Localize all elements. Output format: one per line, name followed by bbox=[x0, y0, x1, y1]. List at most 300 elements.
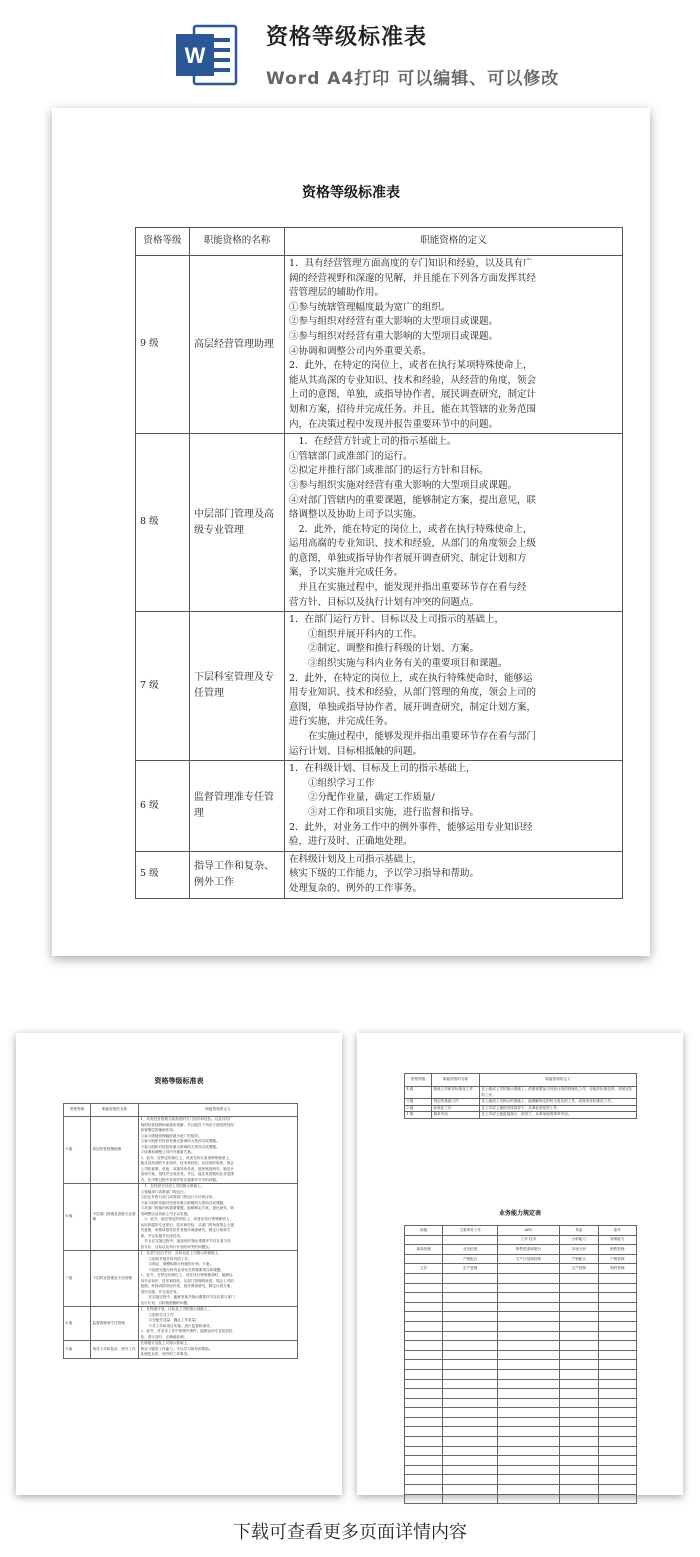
ability-empty-cell bbox=[598, 1417, 636, 1427]
thumbnail-definition-cell bbox=[139, 1184, 298, 1251]
ability-empty-cell bbox=[405, 1293, 443, 1303]
ability-empty-row bbox=[405, 1398, 637, 1408]
ability-empty-row bbox=[405, 1446, 637, 1456]
ability-empty-cell bbox=[560, 1485, 598, 1495]
thumbnail-definition-line: 处理复杂的、例外的工作事务。 bbox=[140, 1352, 191, 1356]
table-row bbox=[136, 434, 623, 612]
definition-line: ③参与组织实施对经营有重大影响的大型项目或课题。 bbox=[289, 479, 518, 491]
thumbnail-definition-line: ②参与组织对经营有重大影响的大型项目或课题。 bbox=[140, 1139, 220, 1143]
thumbnail-table-continued bbox=[404, 1073, 637, 1119]
ability-empty-cell bbox=[598, 1485, 636, 1495]
ability-empty-cell bbox=[405, 1456, 443, 1466]
thumbnail-definition-line: 阔的经营视野和深邃的见解，并且能在下列各方面发挥其经 bbox=[140, 1122, 234, 1127]
ability-empty-cell bbox=[497, 1437, 559, 1447]
ability-empty-row bbox=[405, 1475, 637, 1485]
ability-cell: 主任 bbox=[405, 1264, 443, 1274]
column-header: 资格等级 bbox=[64, 1104, 91, 1117]
ability-empty-cell bbox=[560, 1408, 598, 1418]
thumbnail-definition-line: 划和方案，招待并完成任务。并且，能在其管辖的业务范围 bbox=[140, 1172, 234, 1176]
thumbnail-definition-line: 营方针、目标以及执行计划有冲突的问题点。 bbox=[140, 1244, 213, 1249]
ability-cell bbox=[405, 1235, 443, 1245]
ability-empty-cell bbox=[443, 1369, 497, 1379]
definition-line: 络调整以及协助上司予以实施。 bbox=[289, 509, 423, 521]
definition-line: 2．此外，在特定的岗位上，或在执行特殊使命时，能够运 bbox=[289, 672, 533, 684]
ability-empty-cell bbox=[497, 1456, 559, 1466]
thumbnail-row bbox=[405, 1112, 637, 1119]
definition-line: 处理复杂的、例外的工作事务。 bbox=[289, 882, 423, 894]
definition-line: ①参与统辖管理幅度最为宽广的组织。 bbox=[289, 301, 451, 313]
ability-column-header: 主要事务工作 bbox=[443, 1226, 497, 1236]
ability-column-header: 具备 bbox=[560, 1226, 598, 1236]
table-row bbox=[136, 612, 623, 761]
ability-empty-row bbox=[405, 1369, 637, 1379]
ability-empty-cell bbox=[598, 1350, 636, 1360]
ability-empty-cell bbox=[443, 1379, 497, 1389]
ability-empty-row bbox=[405, 1321, 637, 1331]
ability-cell bbox=[443, 1235, 497, 1245]
thumbnail-name-cell: 下层科室管理及专任管理 bbox=[91, 1251, 139, 1307]
ability-cell: 物料管理 bbox=[598, 1264, 636, 1274]
column-header: 职能资格的定义 bbox=[480, 1074, 637, 1087]
document-title: 资格等级标准表 bbox=[302, 185, 400, 201]
ability-empty-cell bbox=[598, 1293, 636, 1303]
qualification-table bbox=[135, 227, 623, 899]
ability-empty-cell bbox=[598, 1302, 636, 1312]
ability-column-header: 职能 bbox=[405, 1226, 443, 1236]
thumbnail-definition-line: 1．在经营方针或上司的指示基础上。 bbox=[144, 1184, 205, 1188]
level-cell: 8 级 bbox=[136, 434, 190, 612]
ability-empty-row bbox=[405, 1379, 637, 1389]
ability-empty-cell bbox=[405, 1485, 443, 1495]
qualification-definition-cell bbox=[285, 761, 623, 852]
ability-cell: 市场分析 bbox=[560, 1245, 598, 1255]
ability-empty-cell bbox=[443, 1293, 497, 1303]
thumbnail-definition-line: ①管辖部门或准部门的运行。 bbox=[140, 1189, 188, 1194]
definition-line: 2．此外，能在特定的岗位上，或者在执行特殊使命上， bbox=[298, 523, 533, 535]
ability-empty-cell bbox=[560, 1389, 598, 1399]
ability-empty-cell bbox=[405, 1465, 443, 1475]
definition-line: 运用高腐的专业知识、技术和经验，从部门的角度领会上级 bbox=[289, 538, 537, 550]
thumbnail-definition-cell bbox=[139, 1341, 298, 1359]
definition-line: ②分配作业量，确定工作质量/ bbox=[308, 792, 435, 804]
thumbnail-definition-cell: 在上级或上司的指示基础上，依照需要参与经营计划的熟练化工作，亦能非标准化的、非固定化的工作。 bbox=[480, 1087, 637, 1099]
ability-empty-cell bbox=[598, 1331, 636, 1341]
thumbnail-name-cell: 简单劳动 bbox=[432, 1112, 480, 1119]
ability-empty-row bbox=[405, 1293, 637, 1303]
level-cell: 7 级 bbox=[136, 612, 190, 761]
definition-line: 核实下级的工作能力，予以学习指导和帮助。 bbox=[289, 868, 480, 880]
ability-empty-cell bbox=[443, 1398, 497, 1408]
ability-empty-cell bbox=[443, 1446, 497, 1456]
thumbnail-definition-line: 的意图，单独或指导协作者展开调查研究、制定计划和方 bbox=[140, 1228, 231, 1232]
ability-empty-cell bbox=[405, 1398, 443, 1408]
ability-table-row bbox=[405, 1245, 637, 1255]
ability-empty-cell bbox=[443, 1475, 497, 1485]
definition-line: ④协调和调整公司内外重要关系。 bbox=[289, 345, 432, 357]
ability-cell: 销售管理 bbox=[598, 1245, 636, 1255]
page-thumbnail-2[interactable] bbox=[357, 1033, 683, 1495]
thumbnail-definition-line: 上司的意图，单独，或指导协作者，展民调查研究，制定计 bbox=[140, 1166, 234, 1171]
thumbnail-definition-line: 意图，单独或指导协作者，展开调查研究，制定计划方案， bbox=[140, 1284, 234, 1288]
thumbnail-definition-line: 络调整以及协助上司予以实施。 bbox=[140, 1211, 191, 1216]
column-header: 资格等级 bbox=[405, 1074, 432, 1087]
ability-empty-cell bbox=[405, 1321, 443, 1331]
ability-empty-cell bbox=[497, 1398, 559, 1408]
ability-empty-cell bbox=[497, 1369, 559, 1379]
thumbnail-definition-line: ②拟定并推行部门或准部门的运行方针和目标。 bbox=[140, 1195, 216, 1199]
ability-empty-cell bbox=[443, 1389, 497, 1399]
table-row bbox=[136, 256, 623, 434]
thumbnail-definition-line: ③参与组织实施对经营有重大影响的大型项目或课题。 bbox=[140, 1200, 227, 1205]
ability-empty-cell bbox=[497, 1485, 559, 1495]
thumbnail-row bbox=[64, 1251, 298, 1307]
thumbnail-definition-line: 在科级计划及上司指示基础上， bbox=[140, 1341, 191, 1345]
ability-empty-cell bbox=[443, 1273, 497, 1283]
ability-empty-row bbox=[405, 1485, 637, 1495]
thumbnail-name-cell: 标准化工作 bbox=[432, 1105, 480, 1112]
thumbnail-level-cell: 8 级 bbox=[64, 1184, 91, 1251]
ability-empty-cell bbox=[598, 1456, 636, 1466]
thumbnail-definition-line: ①参与统辖管理幅度最为宽广的组织。 bbox=[140, 1133, 202, 1138]
thumbnail-definition-cell bbox=[139, 1307, 298, 1341]
thumbnail-level-cell: 2 级 bbox=[405, 1105, 432, 1112]
ability-empty-cell bbox=[443, 1283, 497, 1293]
thumbnail-definition-line: ③参与组织对经营有重大影响的大型项目或课题。 bbox=[140, 1144, 220, 1149]
ability-empty-cell bbox=[598, 1312, 636, 1322]
ability-empty-cell bbox=[560, 1427, 598, 1437]
thumbnail-table bbox=[63, 1103, 298, 1359]
word-document-icon bbox=[174, 22, 240, 88]
download-more-text[interactable]: 下载可查看更多页面详情内容 bbox=[233, 1522, 467, 1543]
definition-line: 在科级计划及上司指示基础上， bbox=[289, 853, 423, 865]
ability-empty-cell bbox=[405, 1389, 443, 1399]
ability-cell: 产销配合 bbox=[560, 1254, 598, 1264]
ability-empty-cell bbox=[598, 1379, 636, 1389]
ability-table-row bbox=[405, 1254, 637, 1264]
ability-empty-cell bbox=[405, 1417, 443, 1427]
ability-empty-cell bbox=[497, 1321, 559, 1331]
qualification-name-cell: 监督管理准专任管理 bbox=[190, 761, 285, 852]
ability-empty-cell bbox=[598, 1494, 636, 1504]
ability-empty-cell bbox=[497, 1494, 559, 1504]
ability-empty-row bbox=[405, 1417, 637, 1427]
thumbnail-definition-line: 验，进行及时、正确地处理。 bbox=[140, 1334, 188, 1339]
thumbnail-definition-line: 1．在科级计划、目标及上司的指示基础上， bbox=[140, 1307, 212, 1311]
thumbnail-definition-cell: 在上司或上级直接指示、指导下，从事单纯的简单劳动。 bbox=[480, 1112, 637, 1119]
ability-empty-row bbox=[405, 1273, 637, 1283]
ability-empty-cell bbox=[560, 1321, 598, 1331]
ability-empty-cell bbox=[560, 1341, 598, 1351]
ability-empty-cell bbox=[598, 1341, 636, 1351]
document-page-preview bbox=[52, 108, 650, 956]
thumbnail-name-cell: 指导工作和复杂、例外工作 bbox=[91, 1341, 139, 1359]
ability-empty-cell bbox=[405, 1302, 443, 1312]
thumbnail-definition-line: ②制定、调整和推行科级的计划、方案。 bbox=[148, 1262, 214, 1266]
ability-cell: 管理能力 bbox=[598, 1235, 636, 1245]
ability-cell bbox=[497, 1264, 559, 1274]
definition-line: ②制定、调整和推行科级的计划、方案。 bbox=[308, 643, 480, 655]
thumbnail-definition-line: 1．具有经营管理方面高度的专门知识和经验，以及具有广 bbox=[140, 1117, 233, 1121]
definition-line: ④对部门管辖内的重要课题，能够制定方案，提出意见，联 bbox=[289, 494, 537, 506]
ability-cell: 生产管理 bbox=[443, 1264, 497, 1274]
ability-empty-row bbox=[405, 1283, 637, 1293]
ability-empty-row bbox=[405, 1312, 637, 1322]
ability-empty-cell bbox=[598, 1465, 636, 1475]
thumbnail-definition-line: 2．此外，在特定的岗位上，或在执行特殊使命时，能够运 bbox=[140, 1273, 233, 1277]
thumbnail-definition-line: 并且在实施过程中，能发现并指出重要环节存在看与经 bbox=[144, 1239, 231, 1243]
thumbnail-name-cell: 判定的基础工作 bbox=[432, 1099, 480, 1106]
ability-empty-cell bbox=[560, 1379, 598, 1389]
ability-empty-cell bbox=[497, 1331, 559, 1341]
ability-cell: 业务拓展 bbox=[443, 1245, 497, 1255]
definition-line: 营管理层的辅助作用。 bbox=[289, 287, 385, 299]
definition-line: 的意图，单独或指导协作者展开调查研究、制定计划和方 bbox=[289, 552, 527, 564]
ability-empty-cell bbox=[598, 1408, 636, 1418]
ability-empty-cell bbox=[497, 1389, 559, 1399]
ability-empty-row bbox=[405, 1427, 637, 1437]
ability-empty-cell bbox=[443, 1408, 497, 1418]
thumbnail-name-cell: 高层经营管理助理 bbox=[91, 1117, 139, 1184]
thumbnail-level-cell: 9 级 bbox=[64, 1117, 91, 1184]
ability-empty-cell bbox=[443, 1485, 497, 1495]
definition-line: ①管辖部门或准部门的运行。 bbox=[289, 450, 413, 462]
ability-empty-cell bbox=[405, 1312, 443, 1322]
ability-empty-row bbox=[405, 1350, 637, 1360]
definition-line: 1．在部门运行方针、目标以及上司指示的基础上， bbox=[289, 614, 505, 626]
word-icon-letter: W bbox=[184, 43, 206, 68]
thumbnail-definition-cell: 在上级或上司指示的基础上，能理解规定的较为复杂的工作，或简单非标准化工作。 bbox=[480, 1099, 637, 1106]
thumbnail-level-cell: 6 级 bbox=[64, 1307, 91, 1341]
qualification-definition-cell bbox=[285, 434, 623, 612]
ability-empty-cell bbox=[443, 1456, 497, 1466]
thumbnail-definition-line: 用专业知识、技术和经验，从部门管理的角度，领会上司的 bbox=[140, 1278, 234, 1283]
ability-empty-cell bbox=[405, 1494, 443, 1504]
thumbnail-definition-cell: 在上司或上级的具体指导下，从事标准化的工作。 bbox=[480, 1105, 637, 1112]
ability-empty-cell bbox=[405, 1360, 443, 1370]
ability-empty-cell bbox=[598, 1369, 636, 1379]
ability-empty-cell bbox=[405, 1331, 443, 1341]
thumbnail-definition-line: 2．此外，对业务工作中的例外事件，能够运用专业知识经 bbox=[140, 1329, 233, 1333]
ability-empty-cell bbox=[497, 1273, 559, 1283]
ability-table-row bbox=[405, 1264, 637, 1274]
ability-cell: 生产计划和控制 bbox=[497, 1254, 559, 1264]
ability-cell: 产销管理 bbox=[598, 1254, 636, 1264]
thumbnail-title: 资格等级标准表 bbox=[154, 1076, 204, 1085]
thumbnail-definition-line: ③组织实施与科内业务有关的重要项目和课题。 bbox=[148, 1267, 224, 1272]
ability-column-header: 条件 bbox=[598, 1226, 636, 1236]
ability-empty-cell bbox=[497, 1465, 559, 1475]
ability-empty-cell bbox=[405, 1437, 443, 1447]
thumbnail-table2-title: 业务能力规定表 bbox=[498, 1210, 541, 1217]
qualification-name-cell: 下层科室管理及专任管理 bbox=[190, 612, 285, 761]
thumbnail-name-cell: 监督管理准专任管理 bbox=[91, 1307, 139, 1341]
definition-line: 上司的意图，单独，或指导协作者，展民调查研究，制定计 bbox=[289, 389, 537, 401]
thumbnail-definition-line: ①组织并展开科内的工作。 bbox=[148, 1256, 192, 1261]
ability-empty-cell bbox=[497, 1475, 559, 1485]
ability-empty-cell bbox=[560, 1437, 598, 1447]
ability-empty-cell bbox=[598, 1437, 636, 1447]
definition-line: 运行计划、目标相抵触的问题。 bbox=[289, 745, 423, 757]
level-cell: 6 级 bbox=[136, 761, 190, 852]
ability-empty-cell bbox=[598, 1398, 636, 1408]
ability-empty-cell bbox=[598, 1427, 636, 1437]
ability-empty-cell bbox=[443, 1427, 497, 1437]
definition-line: 营方针、目标以及执行计划有冲突的问题点。 bbox=[289, 596, 480, 608]
thumbnail-definition-line: 运行计划、目标相抵触的问题。 bbox=[140, 1300, 191, 1305]
qualification-name-cell: 指导工作和复杂、例外工作 bbox=[190, 851, 285, 898]
thumbnail-definition-line: ④对部门管辖内的重要课题，能够制定方案，提出意见，联 bbox=[140, 1206, 234, 1210]
ability-empty-cell bbox=[560, 1456, 598, 1466]
thumbnail-definition-cell bbox=[139, 1117, 298, 1184]
ability-empty-cell bbox=[443, 1341, 497, 1351]
ability-empty-cell bbox=[560, 1312, 598, 1322]
ability-empty-cell bbox=[598, 1446, 636, 1456]
ability-empty-row bbox=[405, 1389, 637, 1399]
ability-empty-cell bbox=[497, 1408, 559, 1418]
ability-empty-cell bbox=[443, 1417, 497, 1427]
thumbnail-definition-line: 营管理层的辅助作用。 bbox=[140, 1128, 177, 1132]
ability-table-header bbox=[405, 1226, 637, 1236]
table-row bbox=[136, 761, 623, 852]
ability-empty-cell bbox=[560, 1273, 598, 1283]
ability-empty-cell bbox=[560, 1465, 598, 1475]
ability-empty-cell bbox=[443, 1321, 497, 1331]
thumbnail-row bbox=[64, 1307, 298, 1341]
definition-line: ③参与组织对经营有重大影响的大型项目或课题。 bbox=[289, 330, 499, 342]
ability-cell: 分析能力 bbox=[560, 1235, 598, 1245]
table-row bbox=[136, 851, 623, 898]
thumbnail-definition-line: 进行实施，并完成任务。 bbox=[140, 1289, 181, 1294]
ability-empty-cell bbox=[598, 1360, 636, 1370]
thumbnail-name-cell: 熟练工作和非标准化工作 bbox=[432, 1087, 480, 1099]
ability-empty-cell bbox=[443, 1360, 497, 1370]
thumbnail-definition-line: ②分配作业量，确定工作质量/ bbox=[148, 1318, 197, 1322]
thumbnail-definition-line: 2．此外，在特定的岗位上，或者在执行某项特殊使命上， bbox=[140, 1155, 233, 1160]
ability-empty-cell bbox=[405, 1283, 443, 1293]
ability-empty-cell bbox=[560, 1331, 598, 1341]
level-cell: 9 级 bbox=[136, 256, 190, 434]
ability-table-row bbox=[405, 1235, 637, 1245]
ability-empty-cell bbox=[598, 1475, 636, 1485]
definition-line: 案，予以实施并完成任务。 bbox=[289, 567, 404, 579]
definition-line: 阔的经营视野和深邃的见解，并且能在下列各方面发挥其经 bbox=[289, 272, 537, 284]
thumbnail-definition-line: 能从其高深的专业知识、技术和经验，从经营的角度，领会 bbox=[140, 1161, 234, 1165]
definition-line: 用专业知识、技术和经验，从部门管理的角度，领会上司的 bbox=[289, 687, 537, 699]
ability-empty-row bbox=[405, 1408, 637, 1418]
definition-line: 意图，单独或指导协作者，展开调查研究，制定计划方案， bbox=[289, 701, 537, 713]
ability-cell: 最高经理 bbox=[405, 1245, 443, 1255]
thumbnail-row bbox=[64, 1341, 298, 1359]
ability-empty-cell bbox=[497, 1379, 559, 1389]
header-subtitle: Word A4打印 可以编辑、可以修改 bbox=[266, 69, 560, 89]
thumbnail-definition-line: ④协调和调整公司内外重要关系。 bbox=[140, 1150, 195, 1154]
page-thumbnail-1[interactable] bbox=[16, 1033, 342, 1495]
thumbnail-level-cell: 7 级 bbox=[64, 1251, 91, 1307]
definition-line: 进行实施，并完成任务。 bbox=[289, 716, 394, 728]
thumbnail-definition-line: 核实下级的工作能力，予以学习指导和帮助。 bbox=[140, 1346, 213, 1351]
thumbnail-definition-line: 在实施过程中，能够发现并指出重要环节存在看与部门 bbox=[148, 1295, 235, 1299]
ability-empty-cell bbox=[443, 1465, 497, 1475]
ability-empty-cell bbox=[598, 1283, 636, 1293]
ability-empty-cell bbox=[497, 1283, 559, 1293]
qualification-name-cell: 高层经营管理助理 bbox=[190, 256, 285, 434]
ability-empty-row bbox=[405, 1494, 637, 1504]
ability-cell bbox=[405, 1254, 443, 1264]
ability-empty-cell bbox=[405, 1427, 443, 1437]
ability-empty-cell bbox=[405, 1379, 443, 1389]
ability-empty-cell bbox=[405, 1408, 443, 1418]
definition-line: 1．在经营方针或上司的指示基础上。 bbox=[298, 436, 457, 448]
ability-empty-cell bbox=[560, 1369, 598, 1379]
definition-line: ②拟定并推行部门或准部门的运行方针和目标。 bbox=[289, 465, 489, 477]
column-header: 职能资格的定义 bbox=[139, 1104, 298, 1117]
ability-empty-row bbox=[405, 1331, 637, 1341]
column-header: 职能资格的名称 bbox=[91, 1104, 139, 1117]
definition-line: 在实施过程中，能够发现并指出重要环节存在看与部门 bbox=[308, 731, 537, 742]
ability-empty-cell bbox=[560, 1283, 598, 1293]
ability-empty-cell bbox=[598, 1389, 636, 1399]
ability-empty-row bbox=[405, 1360, 637, 1370]
thumbnail-definition-line: 案，予以实施并完成任务。 bbox=[140, 1233, 184, 1238]
ability-empty-row bbox=[405, 1437, 637, 1447]
thumbnail-row bbox=[405, 1087, 637, 1099]
thumbnail-definition-cell bbox=[139, 1251, 298, 1307]
ability-cell: 销售渠道和报价 bbox=[497, 1245, 559, 1255]
ability-table bbox=[404, 1225, 637, 1504]
level-cell: 5 级 bbox=[136, 851, 190, 898]
ability-cell: 产销配合 bbox=[443, 1254, 497, 1264]
definition-line: ①组织学习工作 bbox=[308, 777, 375, 789]
ability-column-header: ABC bbox=[497, 1226, 559, 1236]
thumbnail-definition-line: 运用高腐的专业知识、技术和经验，从部门的角度领会上级 bbox=[140, 1222, 234, 1227]
ability-empty-cell bbox=[598, 1273, 636, 1283]
ability-empty-cell bbox=[497, 1427, 559, 1437]
column-header: 资格等级 bbox=[136, 228, 190, 256]
thumbnail-row bbox=[64, 1184, 298, 1251]
definition-line: 2．此外，在特定的岗位上，或者在执行某项特殊使命上， bbox=[289, 360, 533, 372]
definition-line: 1．在科级计划、目标及上司的指示基础上， bbox=[289, 763, 476, 775]
thumbnail-level-cell: 4 级 bbox=[405, 1087, 432, 1099]
header-title: 资格等级标准表 bbox=[266, 25, 428, 50]
thumbnail-definition-line: ①组织学习工作 bbox=[148, 1312, 174, 1317]
thumbnail-definition-line: 1．在部门运行方针、目标以及上司指示的基础上， bbox=[140, 1251, 222, 1255]
definition-line: ②参与组织对经营有重大影响的大型项目或课题。 bbox=[289, 316, 499, 328]
definition-line: 能从其高深的专业知识、技术和经验，从经营的角度，领会 bbox=[289, 374, 537, 386]
definition-line: 1．具有经营管理方面高度的专门知识和经验，以及具有广 bbox=[289, 258, 533, 269]
ability-empty-cell bbox=[405, 1273, 443, 1283]
ability-empty-cell bbox=[560, 1293, 598, 1303]
ability-empty-cell bbox=[443, 1312, 497, 1322]
ability-empty-cell bbox=[497, 1312, 559, 1322]
definition-line: 内，在决策过程中发现并报告重要环节中的问题。 bbox=[289, 418, 499, 430]
ability-empty-cell bbox=[560, 1350, 598, 1360]
definition-line: 划和方案，招待并完成任务。并且，能在其管辖的业务范围 bbox=[289, 403, 537, 415]
definition-line: 并且在实施过程中，能发现并指出重要环节存在看与经 bbox=[298, 582, 527, 594]
ability-cell: 生产控制 bbox=[560, 1264, 598, 1274]
ability-empty-cell bbox=[560, 1494, 598, 1504]
thumbnail-definition-line: ③对工作和项目实施，进行监督和指导。 bbox=[148, 1323, 214, 1328]
ability-empty-cell bbox=[497, 1350, 559, 1360]
definition-line: ①组织并展开科内的工作。 bbox=[308, 628, 423, 640]
ability-empty-cell bbox=[560, 1475, 598, 1485]
ability-empty-row bbox=[405, 1465, 637, 1475]
table-header-row bbox=[136, 228, 623, 256]
ability-empty-cell bbox=[497, 1417, 559, 1427]
definition-line: ③组织实施与科内业务有关的重要项目和课题。 bbox=[308, 658, 508, 670]
ability-empty-cell bbox=[405, 1341, 443, 1351]
ability-empty-cell bbox=[560, 1446, 598, 1456]
qualification-definition-cell bbox=[285, 256, 623, 434]
